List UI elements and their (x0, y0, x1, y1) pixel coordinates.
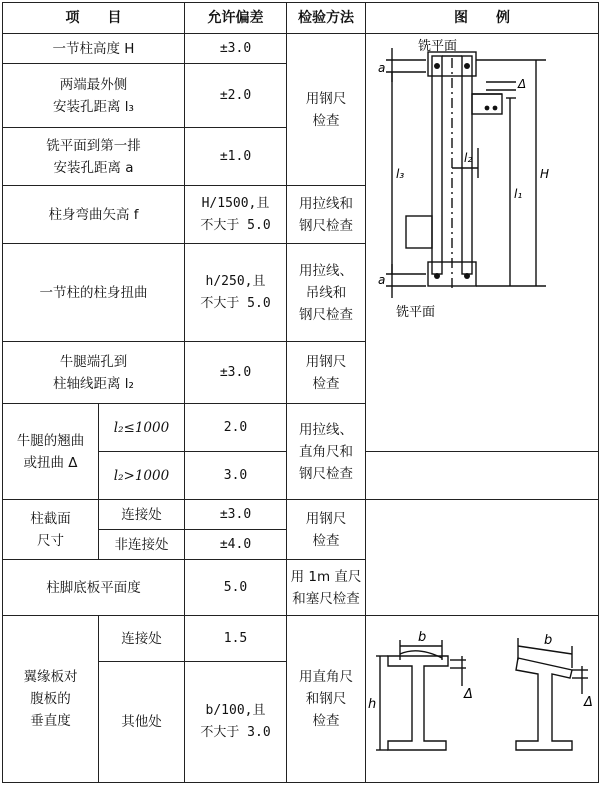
inspection-table (2, 2, 599, 783)
row-method: 用拉线、 直角尺和 钢尺检查 (287, 404, 366, 500)
row-method: 用拉线、 吊线和 钢尺检查 (287, 244, 366, 342)
top-mill-label: 铣平面 (418, 38, 458, 54)
dim-delta: Δ (518, 76, 527, 91)
row-method: 用直角尺 和钢尺 检查 (287, 616, 366, 783)
row-item: 柱身弯曲矢高 f (3, 186, 185, 244)
dim-b-right: b (544, 633, 553, 648)
header-tolerance: 允许偏差 (185, 3, 287, 34)
blank-figure-cell (366, 500, 599, 616)
row-item: 翼缘板对 腹板的 垂直度 (3, 616, 99, 783)
row-item: 牛腿端孔到 柱轴线距离 l₂ (3, 342, 185, 404)
row-method: 用拉线和 钢尺检查 (287, 186, 366, 244)
row-tolerance: ±2.0 (185, 64, 287, 128)
header-item: 项 目 (3, 3, 185, 34)
row-item: 两端最外侧 安装孔距离 l₃ (3, 64, 185, 128)
row-tolerance: 3.0 (185, 452, 287, 500)
table-row (3, 616, 599, 662)
row-tolerance: ±3.0 (185, 342, 287, 404)
dim-h: h (368, 697, 377, 712)
figure-column-cell (366, 34, 599, 452)
row-tolerance: ±3.0 (185, 500, 287, 530)
row-item: 一节柱高度 H (3, 34, 185, 64)
row-item: 柱脚底板平面度 (3, 560, 185, 616)
row-item: 一节柱的柱身扭曲 (3, 244, 185, 342)
row-method: 用钢尺 检查 (287, 500, 366, 560)
row-subitem: 其他处 (99, 662, 185, 783)
dim-l3: l₃ (396, 166, 405, 181)
flange-figure (366, 616, 598, 782)
table-row (3, 34, 599, 64)
row-subitem: 非连接处 (99, 530, 185, 560)
header-row (3, 3, 599, 34)
row-method: 用 1m 直尺 和塞尺检查 (287, 560, 366, 616)
dim-l2: l₂ (464, 150, 473, 165)
row-tolerance: h/250,且 不大于 5.0 (185, 244, 287, 342)
row-tolerance: 5.0 (185, 560, 287, 616)
row-subitem: l₂>1000 (99, 452, 185, 500)
blank-figure-cell (366, 452, 599, 500)
dim-H: H (540, 166, 550, 181)
row-subitem: l₂≤1000 (99, 404, 185, 452)
row-subitem: 连接处 (99, 500, 185, 530)
column-figure (366, 38, 598, 438)
figure-flange-cell (366, 616, 599, 783)
row-tolerance: 1.5 (185, 616, 287, 662)
dim-a-bottom: a (378, 272, 386, 287)
row-method: 用钢尺 检查 (287, 34, 366, 186)
dim-delta-right: Δ (584, 695, 593, 710)
row-tolerance: ±1.0 (185, 128, 287, 186)
dim-l1: l₁ (514, 186, 523, 201)
row-tolerance: b/100,且 不大于 3.0 (185, 662, 287, 783)
row-tolerance: 2.0 (185, 404, 287, 452)
row-item: 牛腿的翘曲 或扭曲 Δ (3, 404, 99, 500)
header-figure: 图 例 (366, 3, 599, 34)
row-method: 用钢尺 检查 (287, 342, 366, 404)
row-item: 铣平面到第一排 安装孔距离 a (3, 128, 185, 186)
header-method: 检验方法 (287, 3, 366, 34)
dim-delta-left: Δ (464, 687, 473, 702)
table-row (3, 500, 599, 530)
row-tolerance: H/1500,且 不大于 5.0 (185, 186, 287, 244)
row-tolerance: ±4.0 (185, 530, 287, 560)
dim-b-left: b (418, 630, 427, 645)
row-subitem: 连接处 (99, 616, 185, 662)
bottom-mill-label: 铣平面 (396, 304, 436, 320)
row-tolerance: ±3.0 (185, 34, 287, 64)
dim-a-top: a (378, 60, 386, 75)
row-item: 柱截面 尺寸 (3, 500, 99, 560)
